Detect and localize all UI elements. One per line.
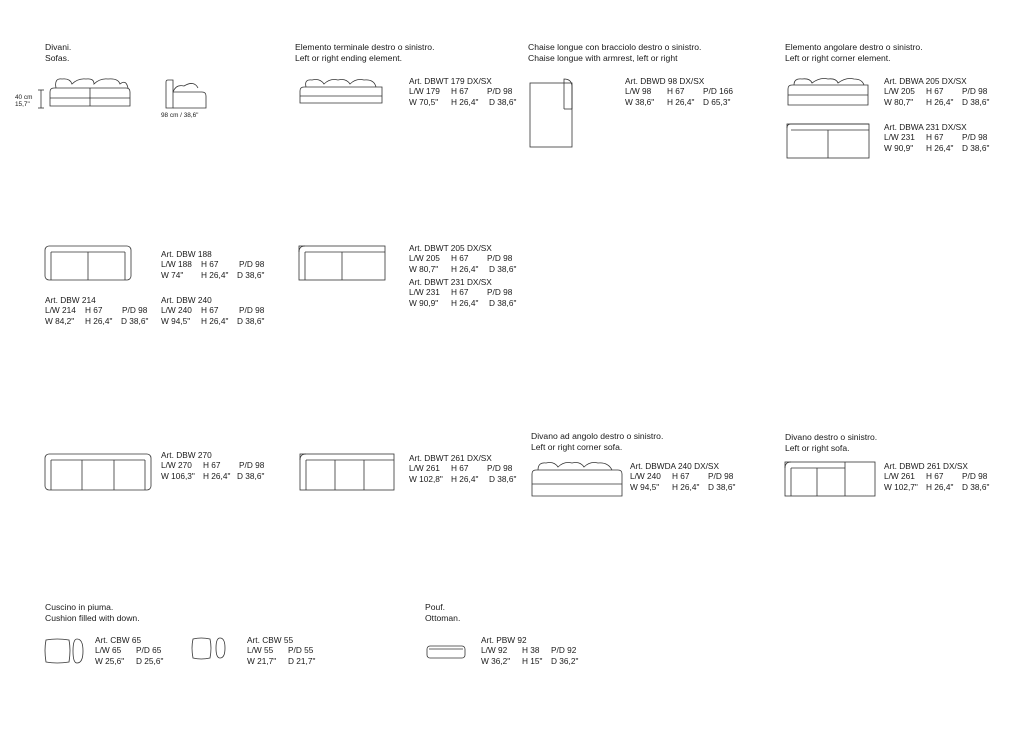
section-sofas-heading [45, 42, 71, 64]
imperial-row: W 90,9" H 26,4" D 38,6" [884, 142, 990, 153]
heading-it: Elemento terminale destro o sinistro. [295, 42, 435, 52]
metric-row: L/W 214 H 67 P/D 98 [45, 305, 148, 316]
spec-dbwd261 [884, 461, 990, 492]
heading-en: Left or right corner element. [785, 52, 891, 63]
heading-en: Left or right ending element. [295, 52, 403, 63]
imperial-row: W 80,7" H 26,4" D 38,6" [884, 96, 990, 107]
spec-dbw188 [161, 249, 265, 280]
spec-dbwt205 [409, 243, 517, 274]
metric-row: L/W 179 H 67 P/D 98 [409, 86, 513, 97]
heading-it: Divani. [45, 42, 72, 52]
art-code: Art. DBW 214 [45, 295, 96, 305]
heading-it: Cuscino in piuma. [45, 602, 114, 612]
art-code: Art. DBWT 231 DX/SX [409, 277, 492, 287]
section-ending-heading [295, 42, 434, 64]
metric-row: L/W 270 H 67 P/D 98 [161, 460, 265, 471]
metric-row: L/W 231 H 67 P/D 98 [884, 132, 988, 143]
imperial-row: W 74" H 26,4" D 38,6" [161, 269, 265, 280]
spec-dbwa205 [884, 76, 990, 107]
section-corner-sofa-heading [531, 431, 663, 453]
cushion-65-drawing [43, 636, 87, 666]
art-code: Art. CBW 55 [247, 635, 294, 645]
art-code: Art. PBW 92 [481, 635, 527, 645]
art-code: Art. DBW 240 [161, 295, 212, 305]
metric-row: L/W 205 H 67 P/D 98 [409, 253, 513, 264]
spec-cbw55 [247, 635, 316, 666]
spec-dbwt179 [409, 76, 517, 107]
imperial-row: W 90,9" H 26,4" D 38,6" [409, 297, 517, 308]
section-right-sofa-heading [785, 432, 877, 454]
spec-dbw214 [45, 295, 149, 326]
corner-element-205-drawing [786, 77, 870, 107]
sofa-side-view-drawing [164, 78, 208, 110]
spec-dbwd98 [625, 76, 733, 107]
heading-it: Pouf. [425, 602, 446, 612]
imperial-row: W 36,2" H 15" D 36,2" [481, 655, 579, 666]
art-code: Art. DBWT 205 DX/SX [409, 243, 492, 253]
right-sofa-261-drawing [783, 460, 877, 498]
art-code: Art. DBWA 205 DX/SX [884, 76, 967, 86]
imperial-row: W 38,6" H 26,4" D 65,3" [625, 96, 731, 107]
heading-it: Chaise longue con bracciolo destro o sinistro. [528, 42, 702, 52]
sofa-front-view-drawing [48, 76, 132, 108]
art-code: Art. DBWT 261 DX/SX [409, 453, 492, 463]
spec-dbwt261 [409, 453, 517, 484]
metric-row: L/W 55 P/D 55 [247, 645, 314, 656]
art-code: Art. CBW 65 [95, 635, 142, 645]
corner-element-231-drawing [785, 122, 871, 160]
heading-en: Left or right corner sofa. [531, 441, 623, 452]
art-code: Art. DBWA 231 DX/SX [884, 122, 967, 132]
metric-row: L/W 65 P/D 65 [95, 645, 162, 656]
heading-en: Cushion filled with down. [45, 612, 140, 623]
metric-row: L/W 240 H 67 P/D 98 [630, 471, 734, 482]
spec-cbw65 [95, 635, 164, 666]
imperial-row: W 70,5" H 26,4" D 38,6" [409, 96, 517, 107]
imperial-row: W 102,8" H 26,4" D 38,6" [409, 473, 517, 484]
sofa-188-top-drawing [43, 244, 133, 282]
metric-row: L/W 188 H 67 P/D 98 [161, 259, 265, 270]
depth-dimension-label: 98 cm / 38,6" [161, 112, 199, 119]
cushion-55-drawing [190, 636, 234, 662]
metric-row: L/W 98 H 67 P/D 166 [625, 86, 733, 97]
heading-en: Ottoman. [425, 612, 461, 623]
imperial-row: W 84,2" H 26,4" D 38,6" [45, 315, 149, 326]
spec-dbw270 [161, 450, 265, 481]
metric-row: L/W 92 H 38 P/D 92 [481, 645, 577, 656]
imperial-row: W 94,5" H 26,4" D 38,6" [161, 315, 265, 326]
ottoman-92-drawing [425, 644, 467, 660]
height-dimension-line [38, 88, 44, 110]
imperial-row: W 80,7" H 26,4" D 38,6" [409, 263, 517, 274]
spec-dbw240 [161, 295, 265, 326]
metric-row: L/W 231 H 67 P/D 98 [409, 287, 513, 298]
metric-row: L/W 261 H 67 P/D 98 [409, 463, 513, 474]
heading-en: Sofas. [45, 52, 70, 63]
ending-261-top-drawing [298, 452, 396, 492]
ending-element-front-drawing [298, 77, 384, 105]
art-code: Art. DBW 188 [161, 249, 212, 259]
heading-it: Divano destro o sinistro. [785, 432, 878, 442]
section-corner-element-heading [785, 42, 923, 64]
art-code: Art. DBWD 261 DX/SX [884, 461, 968, 471]
spec-pbw92 [481, 635, 579, 666]
metric-row: L/W 240 H 67 P/D 98 [161, 305, 265, 316]
spec-dbwa231 [884, 122, 990, 153]
sofa-270-top-drawing [43, 452, 153, 492]
imperial-row: W 25,6" D 25,6" [95, 655, 164, 666]
section-chaise-heading [528, 42, 701, 64]
imperial-row: W 94,5" H 26,4" D 38,6" [630, 481, 736, 492]
art-code: Art. DBW 270 [161, 450, 212, 460]
height-dimension-label: 40 cm 15,7" [15, 94, 33, 108]
imperial-row: W 21,7" D 21,7" [247, 655, 316, 666]
art-code: Art. DBWT 179 DX/SX [409, 76, 492, 86]
metric-row: L/W 261 H 67 P/D 98 [884, 471, 988, 482]
art-code: Art. DBWDA 240 DX/SX [630, 461, 719, 471]
chaise-longue-drawing [528, 77, 574, 149]
imperial-row: W 102,7" H 26,4" D 38,6" [884, 481, 990, 492]
section-pouf-heading [425, 602, 460, 624]
art-code: Art. DBWD 98 DX/SX [625, 76, 705, 86]
metric-row: L/W 205 H 67 P/D 98 [884, 86, 988, 97]
section-cushion-heading [45, 602, 140, 624]
heading-en: Chaise longue with armrest, left or right [528, 52, 678, 63]
ending-205-top-drawing [297, 244, 387, 282]
imperial-row: W 106,3" H 26,4" D 38,6" [161, 470, 265, 481]
heading-en: Left or right sofa. [785, 442, 850, 453]
heading-it: Elemento angolare destro o sinistro. [785, 42, 923, 52]
corner-sofa-240-drawing [530, 460, 624, 498]
spec-dbwt231 [409, 277, 517, 308]
heading-it: Divano ad angolo destro o sinistro. [531, 431, 664, 441]
spec-dbwda240 [630, 461, 736, 492]
